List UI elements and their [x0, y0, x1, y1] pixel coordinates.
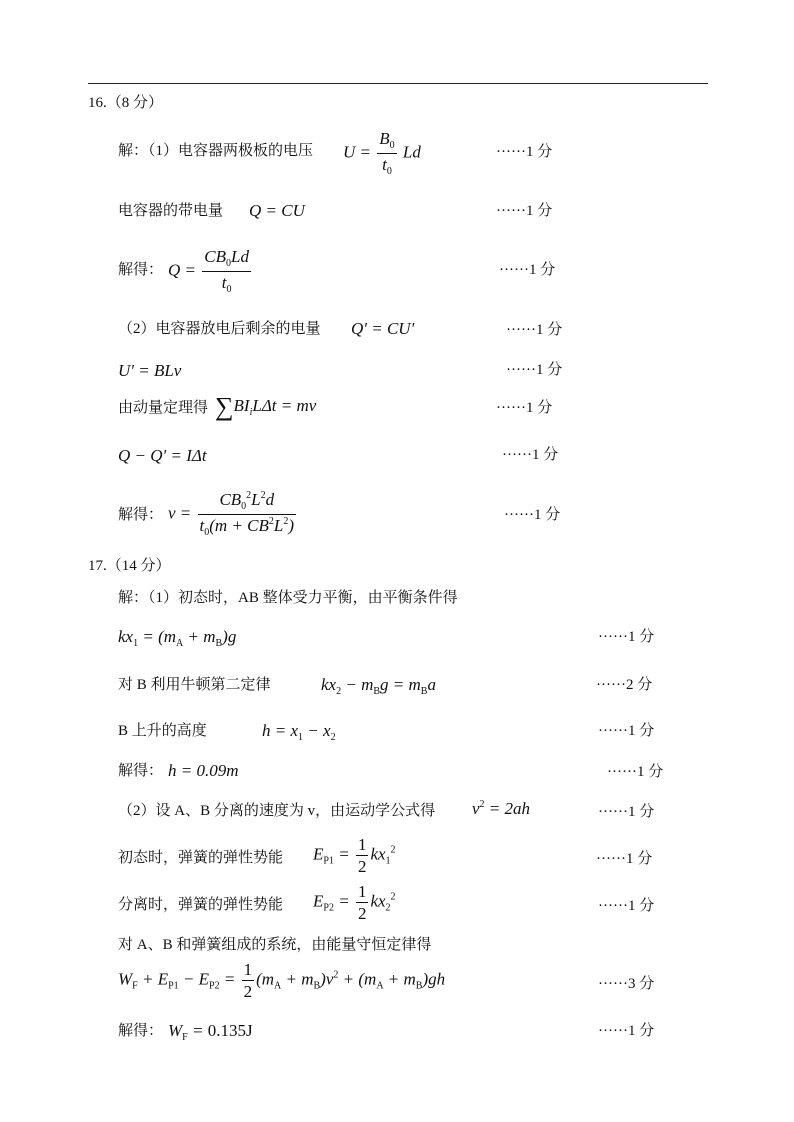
q17-formula-ep1: $E_{P1}$ = $\frac{1}{2}$ $kx_1^2$: [313, 835, 396, 876]
score: ······1 分: [598, 804, 655, 820]
score: ······1 分: [598, 629, 655, 645]
q16-formula-charge-result: Q = $\frac{CB_0Ld}{t_0}$: [168, 247, 249, 295]
q16-formula-charge: Q = CU: [249, 201, 305, 220]
score: ······1 分: [598, 1023, 655, 1039]
q17-formula-ep2: $E_{P2}$ = $\frac{1}{2}$ $kx_2^2$: [313, 882, 396, 923]
q17-line5-text: （2）设 A、B 分离的速度为 v，由运动学公式得: [118, 803, 436, 819]
q17-formula-equilibrium: $kx_1 = (m_A + m_B)g$: [118, 627, 237, 649]
q17-line7-text: 分离时，弹簧的弹性势能: [118, 897, 284, 913]
score: ······1 分: [499, 262, 556, 278]
q16-formula-momentum: $\sum BI_iL\Delta t$ = mv: [215, 392, 317, 421]
q16-formula-emf: U′ = BLv: [118, 361, 182, 380]
score: ······1 分: [502, 447, 559, 463]
q16-formula-charge-change: Q − Q′ = IΔt: [118, 446, 207, 465]
score: ······1 分: [598, 723, 655, 739]
q17-line4-text: 解得：: [118, 763, 164, 779]
q16-line2-text: 电容器的带电量: [118, 203, 224, 219]
score: ······1 分: [596, 851, 653, 867]
score: ······1 分: [607, 764, 664, 780]
score: ······1 分: [504, 507, 561, 523]
score: ······1 分: [496, 144, 553, 160]
q17-header: 17.（14 分）: [88, 558, 171, 574]
score: ······1 分: [506, 322, 563, 338]
q16-line6-text: 由动量定理得: [118, 400, 209, 416]
q17-line6-text: 初态时，弹簧的弹性势能: [118, 850, 284, 866]
score: ······3 分: [598, 976, 655, 992]
q16-line1-text: 解：（1）电容器两极板的电压: [118, 143, 314, 159]
header-rule: [88, 83, 708, 84]
q17-line2-text: 对 B 利用牛顿第二定律: [118, 677, 271, 693]
q17-formula-newton: $kx_2 - m_Bg = m_Ba$: [321, 675, 436, 697]
q16-formula-velocity-result: v = $\frac{CB_0^2L^2d}{t_0(m + CB^2L^2)}$: [168, 490, 295, 538]
score: ······2 分: [596, 677, 653, 693]
q17-line0-text: 解：（1）初态时，AB 整体受力平衡，由平衡条件得: [118, 590, 458, 606]
q17-formula-height: $h = x_1 - x_2$: [262, 721, 336, 743]
q16-line4-text: （2）电容器放电后剩余的电量: [118, 321, 321, 337]
q17-line10-text: 解得：: [118, 1023, 164, 1039]
score: ······1 分: [598, 898, 655, 914]
score: ······1 分: [496, 400, 553, 416]
q16-formula-voltage: U = $\frac{B_0}{t_0}$ Ld: [343, 129, 421, 177]
score: ······1 分: [496, 203, 553, 219]
q17-formula-height-result: h = 0.09m: [168, 761, 239, 780]
q16-header: 16.（8 分）: [88, 95, 164, 111]
q17-formula-energy-conservation: $W_F + E_{P1} - E_{P2}$ = $\frac{1}{2}$ $(m_A + m_B)v^2 + (m_A + m_B)gh$: [118, 960, 446, 1001]
q16-line9-text: 解得：: [118, 507, 164, 523]
q17-line8-text: 对 A、B 和弹簧组成的系统，由能量守恒定律得: [118, 937, 432, 953]
q17-work-value: 0.135J: [207, 1021, 253, 1040]
q17-formula-work-result: $W_F = 0.135J$: [168, 1021, 253, 1043]
q16-formula-remaining-charge: Q′ = CU′: [351, 319, 415, 338]
q16-line3-text: 解得：: [118, 262, 164, 278]
q17-line3-text: B 上升的高度: [118, 723, 207, 739]
score: ······1 分: [506, 362, 563, 378]
q17-formula-kinematics: $v^2 = 2ah$: [472, 799, 531, 818]
